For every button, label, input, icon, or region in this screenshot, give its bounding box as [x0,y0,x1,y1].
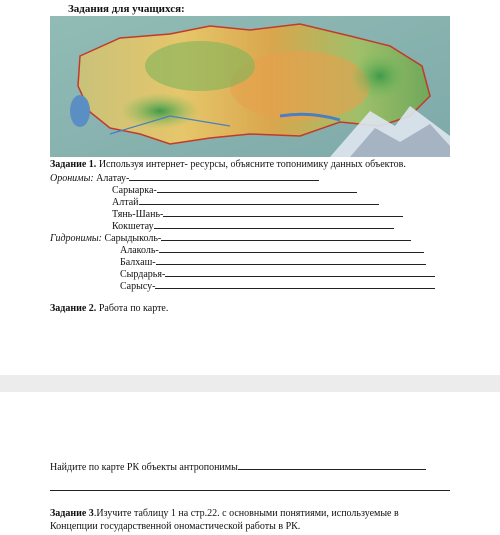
page-separator [0,375,500,392]
find-line [50,460,426,474]
oronym-name: Алатау- [96,173,130,184]
hydronym-name: Сырдарья- [120,269,166,280]
oronym-name: Алтай [112,197,139,208]
oronyms-label: Оронимы: [50,173,94,184]
task2-label: Задание 2. [50,303,97,314]
task2-line [50,303,168,315]
kazakhstan-map-image [50,16,450,157]
task1-label: Задание 1. [50,159,97,170]
answer-line [139,195,379,205]
hydronym-name: Сарыдыколь- [104,233,162,244]
oronym-name: Кокшетау [112,221,154,232]
answer-line [238,460,426,470]
task1-text: Используя интернет- ресурсы, объясните топонимику данных объектов. [98,159,406,170]
find-text: Найдите по карте РК объекты антропонимы [50,462,238,473]
answer-line [156,255,426,265]
page-title: Задания для учащихся: [68,3,185,15]
hydronym-name: Алаколь- [120,245,159,256]
answer-line-blank [50,490,450,491]
task2-text: Работа по карте. [98,303,169,314]
answer-line [154,219,394,229]
oronym-name: Тянь-Шань- [112,209,164,220]
oronym-name: Сарыарка- [112,185,157,196]
hydronyms-label: Гидронимы: [50,233,103,244]
answer-line [165,267,435,277]
answer-line [129,171,319,181]
answer-line [157,183,357,193]
hydronym-name: Балхаш- [120,257,156,268]
answer-line [163,207,403,217]
answer-line [161,231,411,241]
task3-label: Задание 3 [50,508,94,519]
task3-text: .Изучите таблицу 1 на стр.22. с основными понятиями, используемые в [93,508,399,519]
task3-line-2 [50,521,300,533]
worksheet-page-2 [0,392,500,535]
task3-line [50,508,494,520]
task3-text-2: Концепции государственной ономастической работы в РК. [50,521,301,532]
answer-line [159,243,424,253]
answer-line [155,279,435,289]
task1-line [50,159,406,171]
hydronym-row-5 [120,279,435,293]
hydronym-name: Сарысу- [120,281,156,292]
